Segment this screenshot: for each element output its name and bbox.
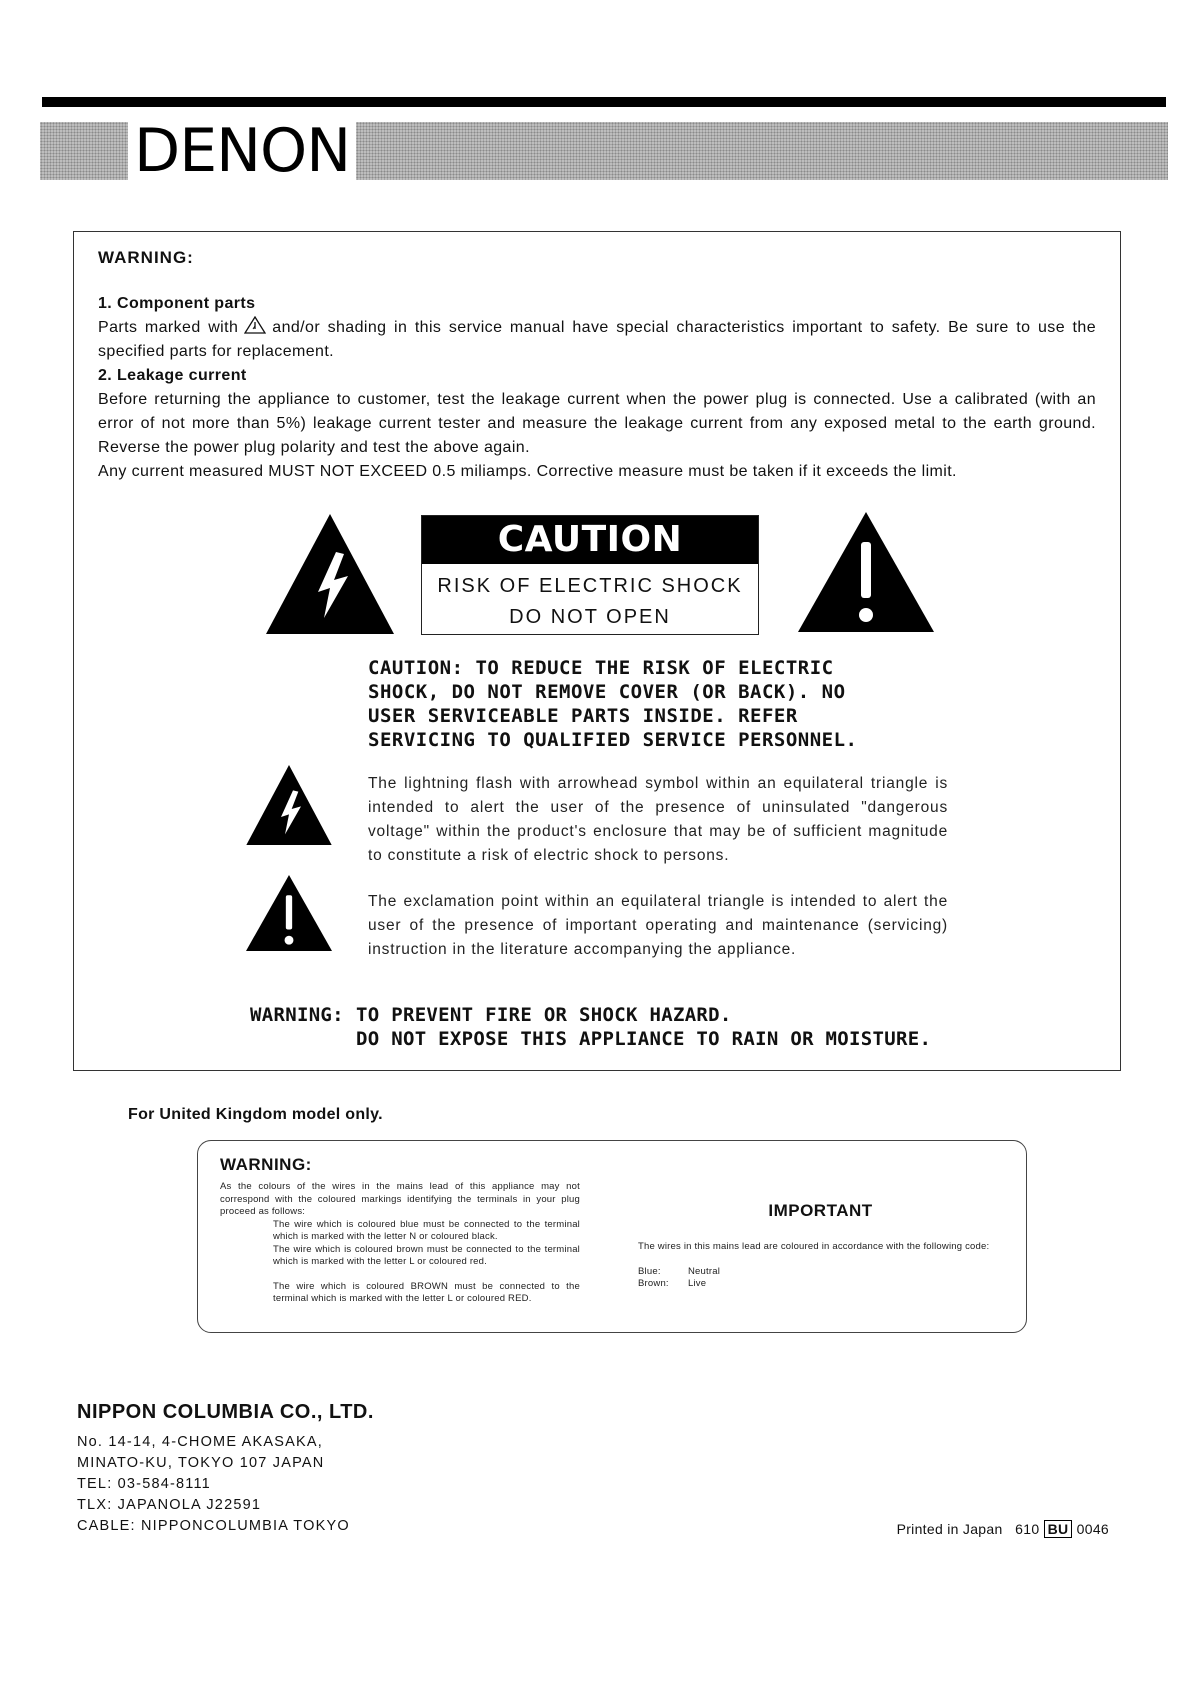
- wire-code-row: [638, 1278, 1003, 1291]
- print-code-prefix: 610: [1015, 1521, 1040, 1537]
- wire-meaning: Neutral: [688, 1265, 721, 1277]
- uk-brown-wire-rule: The wire which is coloured brown must be connected to the terminal which is marked with the letter L or coloured red.: [273, 1243, 580, 1267]
- caution-statement: CAUTION: TO REDUCE THE RISK OF ELECTRIC SHOCK, DO NOT REMOVE COVER (OR BACK). NO USER SERVICEABLE PARTS INSIDE. REFER SERVICING TO QUALIFIED SERVICE PERSONNEL.: [368, 657, 858, 751]
- section-leakage-current-text: Before returning the appliance to customer, test the leakage current when the power plug is connected. Use a calibrated (with an error of not more than 5%) leakage current tester and measure the leakage current from any exposed metal to the earth ground. Reverse the power plug polarity and test the above again.: [98, 391, 1096, 456]
- caution-label-heading: CAUTION: [422, 516, 758, 564]
- wire-color: Brown:: [638, 1278, 669, 1289]
- lightning-triangle-small-icon: [246, 765, 332, 845]
- exclamation-symbol-description: The exclamation point within an equilateral triangle is intended to alert the user of the presence of important operating and maintenance (servicing) instruction in the literature accompanying the appliance.: [368, 893, 948, 958]
- company-name: NIPPON COLUMBIA CO., LTD.: [77, 1401, 374, 1423]
- fire-warning-line2: DO NOT EXPOSE THIS APPLIANCE TO RAIN OR MOISTURE.: [356, 1028, 932, 1050]
- exclamation-triangle-icon: [798, 512, 934, 632]
- company-tlx: TLX: JAPANOLA J22591: [77, 1497, 262, 1513]
- print-info: [897, 1521, 1109, 1537]
- print-code-box: BU: [1044, 1520, 1073, 1538]
- uk-warning-intro: As the colours of the wires in the mains lead of this appliance may not correspond with the coloured markings identifying the terminals in your plug proceed as follows:: [220, 1181, 580, 1217]
- fire-shock-warning: [250, 1003, 931, 1051]
- warning-title: WARNING:: [98, 248, 194, 267]
- banner-shading-left: [40, 122, 128, 180]
- wire-meaning: Live: [688, 1278, 707, 1289]
- caution-label: [421, 515, 759, 635]
- header-rule: [42, 97, 1166, 107]
- company-tel: TEL: 03-584-8111: [77, 1476, 211, 1492]
- company-info: [77, 1401, 374, 1537]
- brand-logo: DENON: [128, 122, 356, 180]
- section-leakage-current-limit: Any current measured MUST NOT EXCEED 0.5 miliamps. Corrective measure must be taken if it exceeds the limit.: [98, 463, 957, 480]
- caution-label-line2: DO NOT OPEN: [509, 606, 671, 628]
- company-address-1: No. 14-14, 4-CHOME AKASAKA,: [77, 1434, 323, 1450]
- fire-warning-line1: TO PREVENT FIRE OR SHOCK HAZARD.: [356, 1004, 732, 1026]
- uk-warning-section: [220, 1155, 580, 1306]
- uk-brown-wire-rule-2: The wire which is coloured BROWN must be connected to the terminal which is marked with the letter L or coloured RED.: [273, 1280, 580, 1304]
- lightning-triangle-icon: [266, 514, 394, 634]
- brand-banner: [40, 116, 1168, 186]
- fire-warning-label: WARNING:: [250, 1004, 344, 1026]
- lightning-symbol-description: The lightning flash with arrowhead symbol within an equilateral triangle is intended to alert the user of the presence of uninsulated "dangerous voltage" within the product's enclosure that may be of sufficient magnitude to constitute a risk of electric shock to persons.: [368, 775, 948, 864]
- section-leakage-current-heading: 2. Leakage current: [98, 367, 247, 384]
- company-cable: CABLE: NIPPONCOLUMBIA TOKYO: [77, 1518, 350, 1534]
- exclamation-triangle-small-icon: [246, 875, 332, 951]
- important-text: The wires in this mains lead are coloured in accordance with the following code:: [638, 1241, 990, 1252]
- safety-triangle-icon: [244, 316, 266, 334]
- uk-warning-title: WARNING:: [220, 1155, 312, 1174]
- print-code-suffix: 0046: [1076, 1521, 1109, 1537]
- banner-shading-right: [356, 122, 1168, 180]
- section-component-parts-heading: 1. Component parts: [98, 295, 256, 312]
- component-parts-text-start: Parts marked with: [98, 319, 239, 336]
- warning-body: [98, 292, 1096, 484]
- section-component-parts-text: [98, 316, 1096, 364]
- uk-important-section: [638, 1201, 1003, 1291]
- uk-blue-wire-rule: The wire which is coloured blue must be connected to the terminal which is marked with the letter N or coloured black.: [273, 1218, 580, 1242]
- printed-in-text: Printed in Japan: [896, 1521, 1003, 1537]
- company-address-2: MINATO-KU, TOKYO 107 JAPAN: [77, 1455, 325, 1471]
- uk-model-note: For United Kingdom model only.: [128, 1106, 383, 1123]
- wire-code-row: [638, 1266, 1003, 1279]
- wire-color: Blue:: [638, 1265, 661, 1277]
- caution-label-line1: RISK OF ELECTRIC SHOCK: [437, 575, 743, 597]
- component-parts-text-end: and/or shading in this service manual have special characteristics important to safety. Be sure to use the specified parts for replacement.: [98, 319, 1096, 360]
- important-title: IMPORTANT: [768, 1201, 873, 1220]
- uk-wiring-box: [197, 1140, 1027, 1333]
